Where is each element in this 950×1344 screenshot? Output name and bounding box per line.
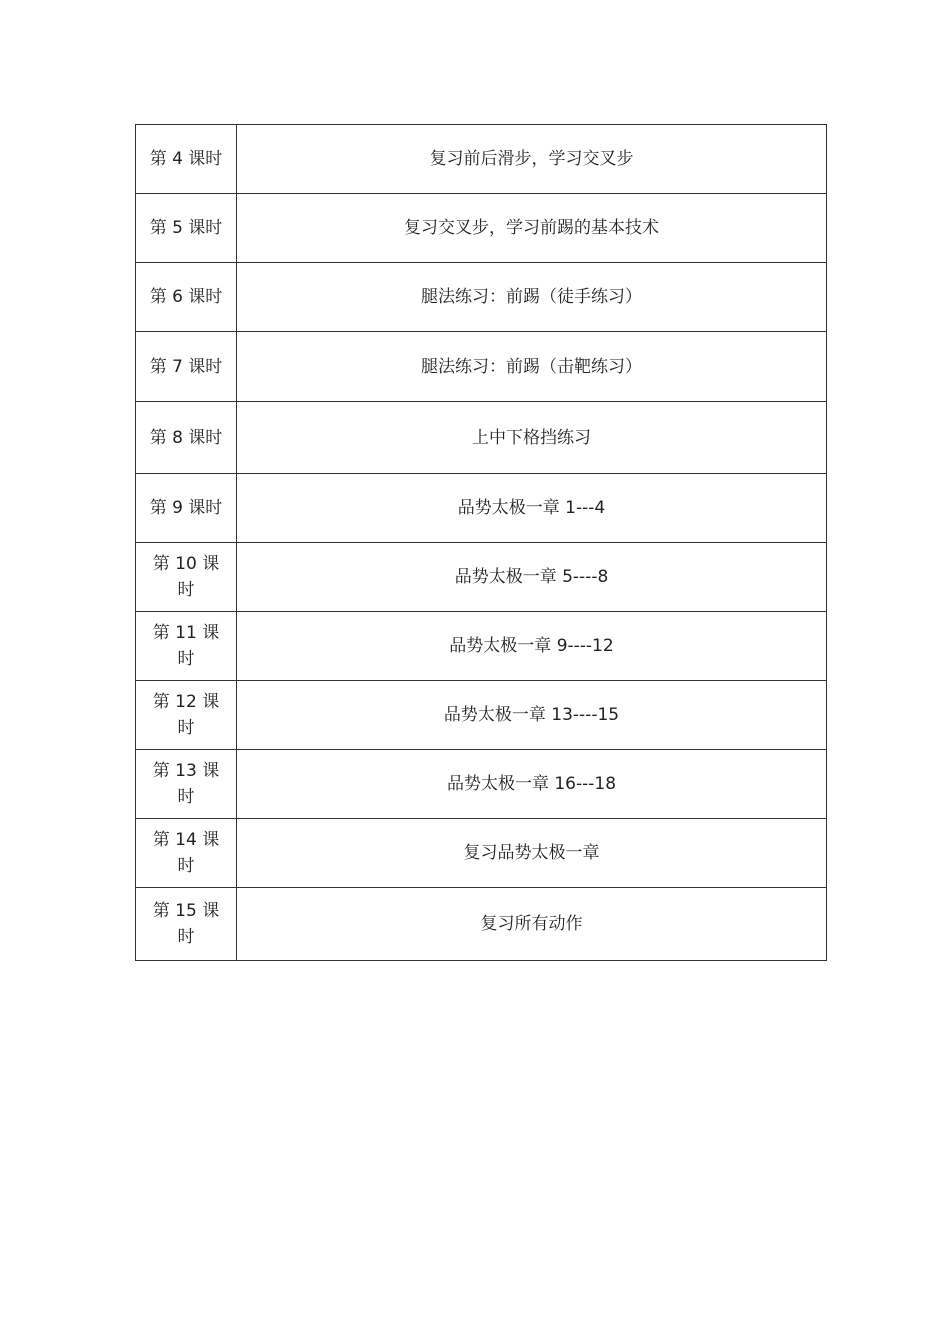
session-label: 第 9 课时 <box>149 498 223 518</box>
table-row <box>136 332 827 402</box>
session-cell <box>136 543 237 612</box>
session-cell <box>136 612 237 681</box>
table-row <box>136 888 827 961</box>
table-row <box>136 194 827 263</box>
session-label: 第 5 课时 <box>149 218 223 238</box>
session-cell <box>136 125 237 194</box>
session-label: 第 8 课时 <box>149 427 223 448</box>
lesson-schedule-table <box>135 124 827 961</box>
content-label: 复习所有动作 <box>480 914 583 934</box>
content-label: 腿法练习：前踢（徒手练习） <box>421 287 642 307</box>
content-cell <box>237 125 827 194</box>
session-cell <box>136 819 237 888</box>
session-label: 第 15 课时 <box>152 901 220 947</box>
content-label: 复习品势太极一章 <box>463 843 600 863</box>
content-cell <box>237 612 827 681</box>
session-label: 第 13 课时 <box>152 761 220 807</box>
table-row <box>136 402 827 474</box>
table-row <box>136 750 827 819</box>
session-cell <box>136 750 237 819</box>
table-row <box>136 612 827 681</box>
session-cell <box>136 402 237 474</box>
table-row <box>136 263 827 332</box>
content-cell <box>237 681 827 750</box>
session-label: 第 7 课时 <box>149 356 223 377</box>
content-cell <box>237 194 827 263</box>
session-cell <box>136 194 237 263</box>
content-cell <box>237 819 827 888</box>
session-cell <box>136 474 237 543</box>
content-cell <box>237 263 827 332</box>
session-label: 第 6 课时 <box>149 287 223 307</box>
session-label: 第 11 课时 <box>152 623 220 669</box>
session-cell <box>136 888 237 961</box>
content-cell <box>237 474 827 543</box>
content-cell <box>237 750 827 819</box>
content-cell <box>237 543 827 612</box>
session-cell <box>136 332 237 402</box>
content-cell <box>237 332 827 402</box>
session-label: 第 4 课时 <box>149 149 223 169</box>
content-cell <box>237 402 827 474</box>
content-label: 品势太极一章 5----8 <box>454 567 609 587</box>
table-row <box>136 681 827 750</box>
content-label: 品势太极一章 16---18 <box>446 774 617 794</box>
session-label: 第 10 课时 <box>152 554 220 600</box>
content-label: 上中下格挡练习 <box>472 427 591 448</box>
table-row <box>136 125 827 194</box>
session-label: 第 14 课时 <box>152 830 220 876</box>
content-label: 品势太极一章 13----15 <box>443 705 620 725</box>
table-row <box>136 543 827 612</box>
content-label: 品势太极一章 1---4 <box>457 498 606 518</box>
content-label: 品势太极一章 9----12 <box>449 636 614 656</box>
content-label: 复习前后滑步，学习交叉步 <box>429 149 634 169</box>
table-row <box>136 819 827 888</box>
session-label: 第 12 课时 <box>152 692 220 738</box>
content-cell <box>237 888 827 961</box>
table-row <box>136 474 827 543</box>
content-label: 复习交叉步，学习前踢的基本技术 <box>404 218 659 238</box>
session-cell <box>136 681 237 750</box>
session-cell <box>136 263 237 332</box>
content-label: 腿法练习：前踢（击靶练习） <box>421 356 642 377</box>
